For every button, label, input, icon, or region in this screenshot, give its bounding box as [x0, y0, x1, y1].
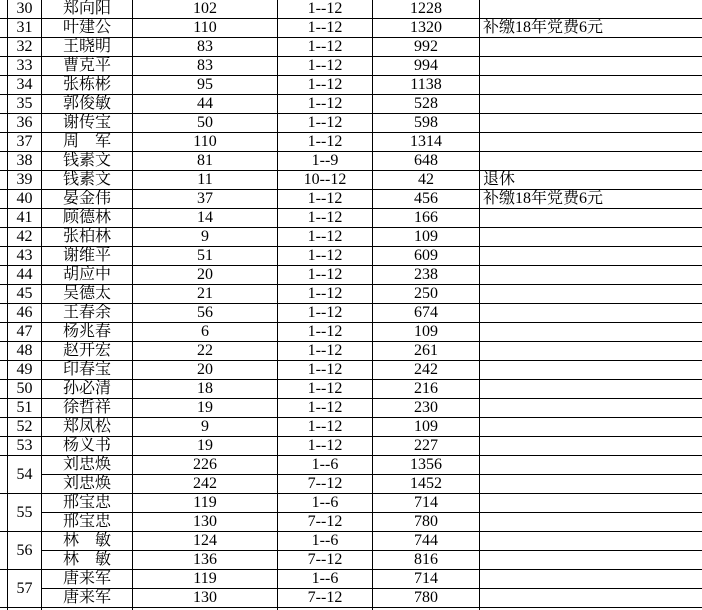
left-edge-gutter-cell — [0, 456, 8, 494]
remark-cell[interactable] — [480, 456, 702, 475]
row-number-cell[interactable]: 43 — [8, 247, 42, 266]
amount-cell[interactable]: 136 — [133, 551, 278, 570]
left-edge-gutter-cell — [0, 133, 8, 152]
name-cell[interactable]: 王晓明 — [42, 38, 133, 57]
total-cell[interactable]: 714 — [373, 494, 480, 513]
name-cell[interactable]: 谢维平 — [42, 247, 133, 266]
remark-cell[interactable]: 补缴18年党费6元 — [480, 190, 702, 209]
amount-cell[interactable]: 6 — [133, 323, 278, 342]
left-edge-gutter-cell — [0, 209, 8, 228]
months-range-cell[interactable]: 1--12 — [278, 361, 373, 380]
left-edge-gutter-cell — [0, 228, 8, 247]
row-number-cell[interactable]: 41 — [8, 209, 42, 228]
row-number-cell[interactable]: 57 — [8, 570, 42, 608]
row-number-cell[interactable]: 40 — [8, 190, 42, 209]
remark-cell[interactable] — [480, 0, 702, 19]
amount-cell[interactable]: 124 — [133, 532, 278, 551]
months-range-cell[interactable]: 7--12 — [278, 589, 373, 608]
name-cell[interactable]: 孙必清 — [42, 380, 133, 399]
total-cell[interactable]: 1228 — [373, 0, 480, 19]
name-cell[interactable]: 刘忠焕 — [42, 456, 133, 475]
left-edge-gutter-cell — [0, 0, 8, 19]
remark-cell[interactable] — [480, 399, 702, 418]
amount-cell[interactable]: 83 — [133, 38, 278, 57]
total-cell[interactable]: 456 — [373, 190, 480, 209]
row-number-cell[interactable]: 54 — [8, 456, 42, 494]
total-cell[interactable]: 216 — [373, 380, 480, 399]
months-range-cell[interactable]: 1--12 — [278, 399, 373, 418]
total-cell[interactable]: 1452 — [373, 475, 480, 494]
left-edge-gutter-cell — [0, 418, 8, 437]
name-cell[interactable]: 张柏林 — [42, 228, 133, 247]
left-edge-gutter-cell — [0, 285, 8, 304]
name-cell[interactable]: 林 敏 — [42, 532, 133, 551]
amount-cell[interactable]: 20 — [133, 361, 278, 380]
remark-cell[interactable] — [480, 475, 702, 494]
months-range-cell[interactable]: 1--12 — [278, 418, 373, 437]
left-edge-gutter-cell — [0, 342, 8, 361]
months-range-cell[interactable]: 1--12 — [278, 247, 373, 266]
months-range-cell[interactable]: 1--6 — [278, 532, 373, 551]
total-cell[interactable]: 744 — [373, 532, 480, 551]
name-cell[interactable]: 唐来军 — [42, 589, 133, 608]
amount-cell[interactable]: 44 — [133, 95, 278, 114]
row-number-cell[interactable]: 42 — [8, 228, 42, 247]
name-cell[interactable]: 邢宝忠 — [42, 494, 133, 513]
name-cell[interactable]: 叶建公 — [42, 19, 133, 38]
left-edge-gutter-cell — [0, 304, 8, 323]
left-edge-gutter-cell — [0, 266, 8, 285]
amount-cell[interactable]: 9 — [133, 228, 278, 247]
name-cell[interactable]: 林 敏 — [42, 551, 133, 570]
months-range-cell[interactable]: 1--12 — [278, 133, 373, 152]
amount-cell[interactable]: 20 — [133, 266, 278, 285]
row-number-cell[interactable]: 49 — [8, 361, 42, 380]
total-cell[interactable]: 166 — [373, 209, 480, 228]
left-edge-gutter-cell — [0, 152, 8, 171]
remark-cell[interactable] — [480, 266, 702, 285]
remark-cell[interactable] — [480, 437, 702, 456]
total-cell[interactable]: 816 — [373, 551, 480, 570]
amount-cell[interactable]: 14 — [133, 209, 278, 228]
row-number-cell[interactable]: 37 — [8, 133, 42, 152]
total-cell[interactable]: 994 — [373, 57, 480, 76]
left-edge-gutter-cell — [0, 247, 8, 266]
months-range-cell[interactable]: 1--9 — [278, 152, 373, 171]
remark-cell[interactable] — [480, 323, 702, 342]
amount-cell[interactable]: 9 — [133, 418, 278, 437]
left-edge-gutter-cell — [0, 437, 8, 456]
total-cell[interactable]: 992 — [373, 38, 480, 57]
name-cell[interactable]: 郭俊敏 — [42, 95, 133, 114]
amount-cell[interactable]: 56 — [133, 304, 278, 323]
amount-cell[interactable]: 226 — [133, 456, 278, 475]
left-edge-gutter-cell — [0, 494, 8, 532]
name-cell[interactable]: 唐来军 — [42, 570, 133, 589]
name-cell[interactable]: 钱素文 — [42, 171, 133, 190]
name-cell[interactable]: 顾德林 — [42, 209, 133, 228]
remark-cell[interactable] — [480, 570, 702, 589]
row-number-cell[interactable]: 47 — [8, 323, 42, 342]
total-cell[interactable]: 1314 — [373, 133, 480, 152]
row-number-cell[interactable]: 46 — [8, 304, 42, 323]
name-cell[interactable]: 周 军 — [42, 133, 133, 152]
total-cell[interactable]: 250 — [373, 285, 480, 304]
months-range-cell[interactable]: 10--12 — [278, 171, 373, 190]
left-edge-gutter-cell — [0, 361, 8, 380]
row-number-cell[interactable]: 52 — [8, 418, 42, 437]
left-edge-gutter-cell — [0, 19, 8, 38]
row-number-cell[interactable]: 32 — [8, 38, 42, 57]
months-range-cell[interactable]: 1--12 — [278, 304, 373, 323]
amount-cell[interactable]: 130 — [133, 513, 278, 532]
months-range-cell[interactable]: 1--12 — [278, 209, 373, 228]
row-number-cell[interactable]: 38 — [8, 152, 42, 171]
row-number-cell[interactable]: 48 — [8, 342, 42, 361]
amount-cell[interactable]: 18 — [133, 380, 278, 399]
months-range-cell[interactable]: 1--12 — [278, 114, 373, 133]
name-cell[interactable]: 张栋彬 — [42, 76, 133, 95]
months-range-cell[interactable]: 1--12 — [278, 266, 373, 285]
amount-cell[interactable]: 102 — [133, 0, 278, 19]
name-cell[interactable]: 印春宝 — [42, 361, 133, 380]
months-range-cell[interactable]: 7--12 — [278, 513, 373, 532]
total-cell[interactable]: 598 — [373, 114, 480, 133]
left-edge-gutter-cell — [0, 190, 8, 209]
remark-cell[interactable]: 退休 — [480, 171, 702, 190]
total-cell[interactable]: 674 — [373, 304, 480, 323]
name-cell[interactable]: 郑向阳 — [42, 0, 133, 19]
total-cell[interactable]: 242 — [373, 361, 480, 380]
row-number-cell[interactable]: 34 — [8, 76, 42, 95]
row-number-cell[interactable]: 50 — [8, 380, 42, 399]
total-cell[interactable]: 109 — [373, 228, 480, 247]
name-cell[interactable]: 郑凤松 — [42, 418, 133, 437]
remark-cell[interactable]: 补缴18年党费6元 — [480, 19, 702, 38]
left-edge-gutter-cell — [0, 323, 8, 342]
name-cell[interactable]: 吴德太 — [42, 285, 133, 304]
left-edge-gutter-cell — [0, 380, 8, 399]
months-range-cell[interactable]: 1--6 — [278, 456, 373, 475]
row-number-cell[interactable]: 55 — [8, 494, 42, 532]
remark-cell[interactable] — [480, 38, 702, 57]
name-cell[interactable]: 杨兆春 — [42, 323, 133, 342]
left-edge-gutter-cell — [0, 76, 8, 95]
remark-cell[interactable] — [480, 342, 702, 361]
row-number-cell[interactable]: 44 — [8, 266, 42, 285]
row-number-cell[interactable]: 39 — [8, 171, 42, 190]
total-cell[interactable]: 1356 — [373, 456, 480, 475]
total-cell[interactable]: 1138 — [373, 76, 480, 95]
left-edge-gutter-cell — [0, 171, 8, 190]
months-range-cell[interactable]: 1--6 — [278, 570, 373, 589]
total-cell[interactable]: 780 — [373, 589, 480, 608]
remark-cell[interactable] — [480, 228, 702, 247]
remark-cell[interactable] — [480, 380, 702, 399]
months-range-cell[interactable]: 1--12 — [278, 437, 373, 456]
amount-cell[interactable]: 11 — [133, 171, 278, 190]
total-cell[interactable]: 1320 — [373, 19, 480, 38]
total-cell[interactable]: 42 — [373, 171, 480, 190]
months-range-cell[interactable]: 1--6 — [278, 494, 373, 513]
remark-cell[interactable] — [480, 304, 702, 323]
remark-cell[interactable] — [480, 494, 702, 513]
amount-cell[interactable]: 51 — [133, 247, 278, 266]
total-cell[interactable]: 648 — [373, 152, 480, 171]
left-edge-gutter-cell — [0, 532, 8, 570]
name-cell[interactable]: 钱素文 — [42, 152, 133, 171]
amount-cell[interactable]: 50 — [133, 114, 278, 133]
left-edge-gutter-cell — [0, 570, 8, 608]
remark-cell[interactable] — [480, 285, 702, 304]
months-range-cell[interactable]: 1--12 — [278, 228, 373, 247]
left-edge-gutter-cell — [0, 399, 8, 418]
amount-cell[interactable]: 242 — [133, 475, 278, 494]
row-number-cell[interactable]: 56 — [8, 532, 42, 570]
months-range-cell[interactable]: 1--12 — [278, 285, 373, 304]
total-cell[interactable]: 238 — [373, 266, 480, 285]
left-edge-gutter-cell — [0, 38, 8, 57]
remark-cell[interactable] — [480, 247, 702, 266]
remark-cell[interactable] — [480, 513, 702, 532]
total-cell[interactable]: 780 — [373, 513, 480, 532]
left-edge-gutter-cell — [0, 114, 8, 133]
name-cell[interactable]: 赵开宏 — [42, 342, 133, 361]
months-range-cell[interactable]: 1--12 — [278, 190, 373, 209]
total-cell[interactable]: 227 — [373, 437, 480, 456]
name-cell[interactable]: 曹克平 — [42, 57, 133, 76]
amount-cell[interactable]: 130 — [133, 589, 278, 608]
amount-cell[interactable]: 110 — [133, 133, 278, 152]
total-cell[interactable]: 609 — [373, 247, 480, 266]
remark-cell[interactable] — [480, 57, 702, 76]
remark-cell[interactable] — [480, 418, 702, 437]
months-range-cell[interactable]: 7--12 — [278, 551, 373, 570]
months-range-cell[interactable]: 1--12 — [278, 57, 373, 76]
row-number-cell[interactable]: 53 — [8, 437, 42, 456]
remark-cell[interactable] — [480, 551, 702, 570]
amount-cell[interactable]: 83 — [133, 57, 278, 76]
row-number-cell[interactable]: 35 — [8, 95, 42, 114]
total-cell[interactable]: 109 — [373, 323, 480, 342]
amount-cell[interactable]: 19 — [133, 399, 278, 418]
months-range-cell[interactable]: 1--12 — [278, 342, 373, 361]
total-cell[interactable]: 261 — [373, 342, 480, 361]
months-range-cell[interactable]: 7--12 — [278, 475, 373, 494]
row-number-cell[interactable]: 31 — [8, 19, 42, 38]
amount-cell[interactable]: 21 — [133, 285, 278, 304]
amount-cell[interactable]: 37 — [133, 190, 278, 209]
amount-cell[interactable]: 81 — [133, 152, 278, 171]
amount-cell[interactable]: 95 — [133, 76, 278, 95]
remark-cell[interactable] — [480, 95, 702, 114]
name-cell[interactable]: 刘忠焕 — [42, 475, 133, 494]
months-range-cell[interactable]: 1--12 — [278, 19, 373, 38]
remark-cell[interactable] — [480, 152, 702, 171]
name-cell[interactable]: 胡应中 — [42, 266, 133, 285]
amount-cell[interactable]: 19 — [133, 437, 278, 456]
remark-cell[interactable] — [480, 133, 702, 152]
remark-cell[interactable] — [480, 209, 702, 228]
months-range-cell[interactable]: 1--12 — [278, 76, 373, 95]
months-range-cell[interactable]: 1--12 — [278, 95, 373, 114]
months-range-cell[interactable]: 1--12 — [278, 0, 373, 19]
remark-cell[interactable] — [480, 76, 702, 95]
name-cell[interactable]: 徐哲祥 — [42, 399, 133, 418]
row-number-cell[interactable]: 45 — [8, 285, 42, 304]
remark-cell[interactable] — [480, 361, 702, 380]
left-edge-gutter-cell — [0, 57, 8, 76]
name-cell[interactable]: 谢传宝 — [42, 114, 133, 133]
total-cell[interactable]: 230 — [373, 399, 480, 418]
amount-cell[interactable]: 119 — [133, 494, 278, 513]
amount-cell[interactable]: 119 — [133, 570, 278, 589]
months-range-cell[interactable]: 1--12 — [278, 323, 373, 342]
months-range-cell[interactable]: 1--12 — [278, 38, 373, 57]
name-cell[interactable]: 杨义书 — [42, 437, 133, 456]
name-cell[interactable]: 王春余 — [42, 304, 133, 323]
remark-cell[interactable] — [480, 532, 702, 551]
left-edge-gutter-cell — [0, 95, 8, 114]
row-number-cell[interactable]: 33 — [8, 57, 42, 76]
name-cell[interactable]: 晏金伟 — [42, 190, 133, 209]
total-cell[interactable]: 109 — [373, 418, 480, 437]
amount-cell[interactable]: 22 — [133, 342, 278, 361]
row-number-cell[interactable]: 51 — [8, 399, 42, 418]
row-number-cell[interactable]: 30 — [8, 0, 42, 19]
total-cell[interactable]: 714 — [373, 570, 480, 589]
remark-cell[interactable] — [480, 589, 702, 608]
row-number-cell[interactable]: 36 — [8, 114, 42, 133]
total-cell[interactable]: 528 — [373, 95, 480, 114]
months-range-cell[interactable]: 1--12 — [278, 380, 373, 399]
remark-cell[interactable] — [480, 114, 702, 133]
name-cell[interactable]: 邢宝忠 — [42, 513, 133, 532]
amount-cell[interactable]: 110 — [133, 19, 278, 38]
